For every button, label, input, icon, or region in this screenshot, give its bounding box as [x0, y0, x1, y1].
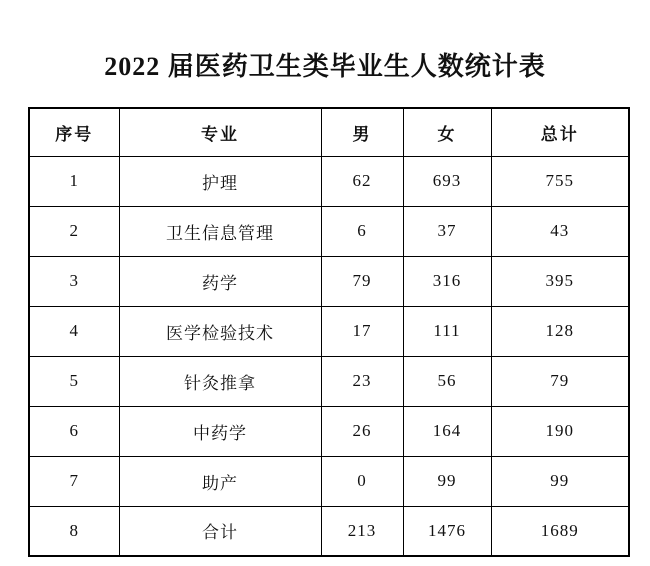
page-title: 2022 届医药卫生类毕业生人数统计表 [104, 52, 546, 81]
cell-index: 1 [29, 156, 119, 206]
cell-female: 316 [403, 256, 491, 306]
cell-female: 111 [403, 306, 491, 356]
cell-major: 医学检验技术 [119, 306, 321, 356]
col-header-female: 女 [403, 108, 491, 156]
cell-female: 164 [403, 406, 491, 456]
col-header-male: 男 [321, 108, 403, 156]
cell-male: 6 [321, 206, 403, 256]
cell-index: 4 [29, 306, 119, 356]
cell-total: 395 [491, 256, 629, 306]
cell-female: 1476 [403, 506, 491, 556]
table-row [29, 406, 629, 456]
cell-major: 合计 [119, 506, 321, 556]
cell-total: 43 [491, 206, 629, 256]
cell-total: 190 [491, 406, 629, 456]
cell-male: 26 [321, 406, 403, 456]
cell-total: 99 [491, 456, 629, 506]
col-header-total: 总计 [491, 108, 629, 156]
cell-index: 5 [29, 356, 119, 406]
cell-major: 药学 [119, 256, 321, 306]
header-row [29, 108, 629, 156]
cell-female: 37 [403, 206, 491, 256]
cell-total: 755 [491, 156, 629, 206]
cell-total: 1689 [491, 506, 629, 556]
cell-major: 护理 [119, 156, 321, 206]
col-header-index: 序号 [29, 108, 119, 156]
cell-female: 99 [403, 456, 491, 506]
table-row [29, 156, 629, 206]
table-row [29, 456, 629, 506]
cell-male: 17 [321, 306, 403, 356]
cell-male: 79 [321, 256, 403, 306]
cell-female: 56 [403, 356, 491, 406]
cell-male: 62 [321, 156, 403, 206]
table-row [29, 356, 629, 406]
cell-major: 中药学 [119, 406, 321, 456]
cell-major: 助产 [119, 456, 321, 506]
col-header-major: 专业 [119, 108, 321, 156]
cell-index: 6 [29, 406, 119, 456]
cell-index: 8 [29, 506, 119, 556]
cell-total: 79 [491, 356, 629, 406]
graduates-statistics-table [28, 107, 630, 557]
cell-index: 2 [29, 206, 119, 256]
table-row [29, 206, 629, 256]
cell-female: 693 [403, 156, 491, 206]
cell-male: 213 [321, 506, 403, 556]
cell-major: 针灸推拿 [119, 356, 321, 406]
table-row-total [29, 506, 629, 556]
cell-major: 卫生信息管理 [119, 206, 321, 256]
table-row [29, 306, 629, 356]
cell-index: 7 [29, 456, 119, 506]
cell-index: 3 [29, 256, 119, 306]
table-row [29, 256, 629, 306]
cell-male: 0 [321, 456, 403, 506]
cell-total: 128 [491, 306, 629, 356]
cell-male: 23 [321, 356, 403, 406]
